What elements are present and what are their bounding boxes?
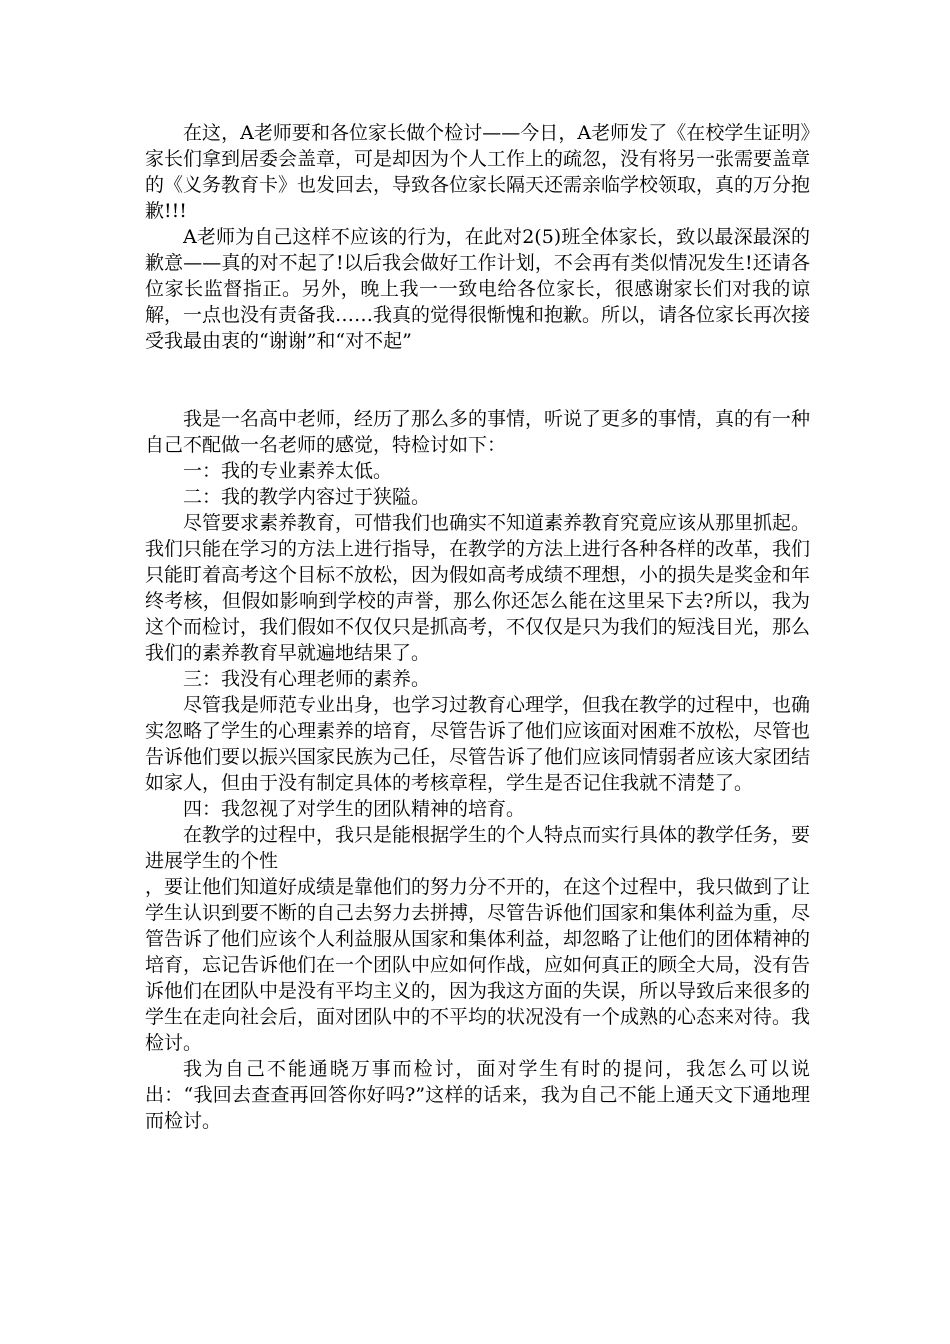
paragraph: 在教学的过程中，我只是能根据学生的个人特点而实行具体的教学任务，要进展学生的个性 [145, 824, 811, 872]
paragraph: ，要让他们知道好成绩是靠他们的努力分不开的，在这个过程中，我只做到了让学生认识到要不断的自己去努力去拼搏，尽管告诉他们国家和集体利益为重，尽管告诉了他们应该个人利益服从国家和集体利益，却忽略了让他们的团体精神的培育，忘记告诉他们在一个团队中应如何作战，应如何真正的顾全大局，没有告诉他们在团队中是没有平均主义的，因为我这方面的失误，所以导致后来很多的学生在走向社会后，面对团队中的不平均的状况没有一个成熟的心态来对待。我检讨。 [145, 876, 811, 1054]
list-item-heading: 三：我没有心理老师的素养。 [183, 668, 431, 690]
paragraph: 尽管我是师范专业出身，也学习过教育心理学，但我在教学的过程中，也确实忽略了学生的心理素养的培育，尽管告诉了他们应该面对困难不放松，尽管也告诉他们要以振兴国家民族为己任，尽管告诉了他们应该同情弱者应该大家团结如家人，但由于没有制定具体的考核章程，学生是否记住我就不清楚了。 [145, 694, 811, 794]
apology-letter-section [145, 120, 810, 354]
paragraph: 我为自己不能通晓万事而检讨，面对学生有时的提问，我怎么可以说出：“我回去查查再回答你好吗?”这样的话来，我为自己不能上通天文下通地理而检讨。 [145, 1058, 810, 1132]
document-page [145, 120, 810, 1134]
paragraph: 我是一名高中老师，经历了那么多的事情，听说了更多的事情，真的有一种自己不配做一名老师的感觉，特检讨如下： [145, 408, 811, 456]
paragraph: 尽管要求素养教育，可惜我们也确实不知道素养教育究竟应该从那里抓起。我们只能在学习的方法上进行指导，在教学的方法上进行各种各样的改革，我们只能盯着高考这个目标不放松，因为假如高考成绩不理想，小的损失是奖金和年终考核，但假如影响到学校的声誉，那么你还怎么能在这里呆下去?所以，我为这个而检讨，我们假如不仅仅只是抓高考，不仅仅是只为我们的短浅目光，那么我们的素养教育早就遍地结果了。 [145, 512, 811, 664]
list-item-heading: 二：我的教学内容过于狭隘。 [183, 486, 431, 508]
self-review-section [145, 406, 810, 1134]
paragraph: A老师为自己这样不应该的行为，在此对2(5)班全体家长，致以最深最深的歉意——真的对不起了!以后我会做好工作计划，不会再有类似情况发生!还请各位家长监督指正。另外，晚上我一一致电给各位家长，很感谢家长们对我的谅解，一点也没有责备我……我真的觉得很惭愧和抱歉。所以，请各位家长再次接受我最由衷的“谢谢”和“对不起” [145, 226, 811, 352]
list-item-heading: 四：我忽视了对学生的团队精神的培育。 [183, 798, 526, 820]
list-item-heading: 一：我的专业素养太低。 [183, 460, 393, 482]
paragraph: 在这，A老师要和各位家长做个检讨——今日，A老师发了《在校学生证明》家长们拿到居委会盖章，可是却因为个人工作上的疏忽，没有将另一张需要盖章的《义务教育卡》也发回去，导致各位家长隔天还需亲临学校领取，真的万分抱歉!!! [145, 122, 811, 222]
